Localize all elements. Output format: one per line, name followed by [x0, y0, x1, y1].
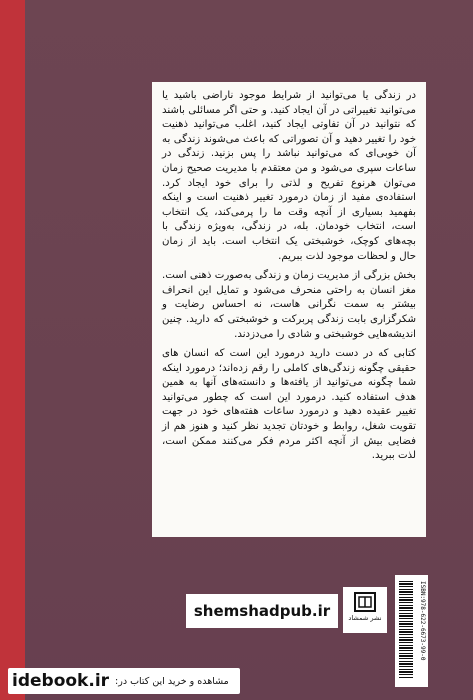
publisher-logo	[343, 587, 387, 633]
watermark-caption: مشاهده و خرید این کتاب در:	[115, 675, 229, 687]
publisher-logo-text: نشر شمشاد	[348, 614, 382, 622]
barcode-lines	[399, 581, 413, 679]
blurb-paragraph-1: در زندگی یا می‌توانید از شرایط موجود ناراضی باشید یا می‌توانید تغییراتی در آن ایجاد کنید. و حتی اگر مسائلی باشند که نتوانید در آن تفاوتی ایجاد کنید، اغلب می‌توانید ذهنیت خود را تغییر دهید و آن تصوراتی که باعث می‌شوند زندگی به آن خوبی‌ای که می‌توانید نباشد را پس بزنید. زندگی در ساعات سپری می‌شود و من معتقدم با مدیریت صحیح زمان می‌توان هرنوع تفریح و لذتی را برای خود ایجاد کرد. استفاده‌ی مفید از زمان درمورد تغییر ذهنیت است و اینکه بفهمید بسیاری از آنچه وقت ما را پرمی‌کند، یک انتخاب است، انتخاب خودمان. بله، در زندگی، به‌ویژه زندگی با بچه‌های کوچک، خوشبختی یک انتخاب است. باید از زمان حال و لحظات موجود لذت ببریم.	[162, 90, 416, 262]
book-logo-icon	[354, 592, 376, 612]
isbn-number: ISBN:978-622-6673-99-0	[419, 581, 426, 661]
blurb-panel	[152, 82, 426, 537]
watermark-brand: idebook.ir	[12, 671, 110, 691]
publisher-website	[186, 594, 338, 628]
isbn-barcode	[395, 575, 428, 687]
site-watermark	[8, 668, 240, 694]
publisher-website-text: shemshadpub.ir	[193, 602, 331, 620]
blurb-paragraph-2: بخش بزرگی از مدیریت زمان و زندگی به‌صورت ذهنی است. مغز انسان به راحتی منحرف می‌شود و تمایل این انحراف بیشتر به سمت نگرانی هاست، نه احساس رضایت و شکرگزاری بابت زندگی پربرکت و خوشبختی که دارید. چنین اندیشه‌هایی خوشبختی و شادی را می‌دزدند.	[162, 270, 416, 340]
blurb-paragraph-3: کتابی که در دست دارید درمورد این است که انسان های حقیقی چگونه زندگی‌های کاملی را رقم زده‌اند؛ درمورد اینکه شما چگونه می‌توانید از یافته‌ها و دانسته‌های آنها به همین هدف استفاده کنید. درمورد این است که چطور می‌توانید تغییر عقیده دهید و درمورد ساعات هفته‌های خود در جهت تقویت شغل، روابط و خودتان تجدید نظر کنید و هنوز هم از فضایی بیش از آنچه اکثر مردم فکر می‌کنند ممکن است، لذت ببرید.	[162, 348, 416, 462]
book-spine	[0, 0, 25, 700]
